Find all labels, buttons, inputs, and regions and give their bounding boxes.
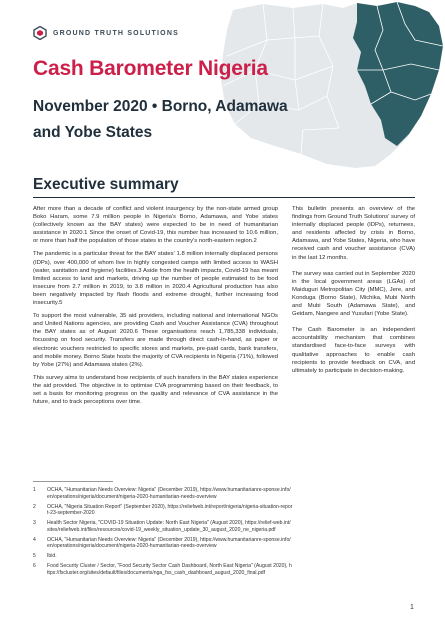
paragraph: The survey was carried out in September 2020 in the local government areas (LGAs) of Maiduguri Metropolitan City (MMC), Jere, and Konduga (Borno State), Michika, Mubi North and Mubi South (Adamawa State), and Geidam, Nangere and Yusufari (Yobe State). [292,270,415,318]
footnote [33,520,293,533]
footnote [33,487,293,500]
left-column [33,205,278,411]
footnote-number: 6 [33,563,36,569]
footnote-text: OCHA, "Humanitarian Needs Overview: Nigeria" (December 2019), https://www.humanitarianre-sponse.info/en/operations/nigeria/document/nigeria-2020-humanitarian-needs-overview [47,487,291,500]
paragraph: This bulletin presents an overview of the findings from Ground Truth Solutions' survey of internally displaced people (IDPs), returnees, and residents affected by crisis in Borno, Adamawa, and Yobe States, Nigeria, who have received cash and voucher assistance (CVA) in the last 12 months. [292,206,415,261]
footnote-number: 2 [33,503,36,510]
logo [33,26,179,40]
section-divider [33,197,415,198]
right-column [292,205,415,383]
footnote-divider [33,481,113,482]
footnote [33,537,293,550]
footnotes [33,487,293,580]
footnote-number: 3 [33,520,36,526]
document-subtitle: November 2020 • Borno, Adamawa and Yobe States [33,98,288,141]
footnote-number: 1 [33,487,36,493]
paragraph: The Cash Barometer is an independent accountability mechanism that combines standardised face-to-face surveys with qualitative approaches to enable cash recipients to provide feedback on CVA, and ultimately to participate in decision-making. [292,327,415,374]
paragraph: To support the most vulnerable, 35 aid providers, including national and international NGOs and United Nations agencies, are providing Cash and Voucher Assistance (CVA) throughout the BAY states as of August 2020.6 These organisations reach 1,785,338 individuals, focussing on food security. Transfers are made through direct cash-in-hand, as paper or electronic vouchers restricted to specific stores and markets, pre-paid cards, bank transfers, and mobile money. Borno State hosts the majority of CVA recipients in Nigeria (71%), followed by Yobe (27%) and Adamawa states (2%). [33,313,279,368]
footnote-number: 5 [33,553,36,559]
footnote-number: 4 [33,536,36,543]
paragraph: The pandemic is a particular threat for the BAY states' 1.8 million internally displaced persons (IDPs), over 400,000 of whom live in highly congested camps with limited access to WASH (water, sanitation and hygiene) facilities.3 Aside from the health impacts, Covid-19 has meant limited access to land and markets, driving up the number of people estimated to be food insecure from 2.7 million in 2019, to 3.8 million in 2020.4 Agricultural production has also been negatively impacted by flash floods and extreme drought, further increasing food insecurity.5 [33,251,278,307]
footnote [33,563,293,576]
paragraph: This survey aims to understand how recipients of such transfers in the BAY states experience the aid provided. The objective is to optimise CVA programming based on their feedback, to set a basis for monitoring progress on the quality and relevance of CVA assistance in the future, and to track perceptions over time. [33,374,278,406]
footnote-text: Health Sector Nigeria, "COVID-19 Situation Update: North East Nigeria" (August 2020), https://relief-web.int/sites/reliefweb.int/files/resources/covid-19_weekly_situation_update_30_august_2020_ne_nigeria.pdf [47,520,291,533]
page-number: 1 [410,604,414,611]
document-title: Cash Barometer Nigeria [33,57,268,80]
footnote-text: Ibid. [47,553,57,559]
footnote-text: OCHA, "Humanitarian Needs Overview: Nigeria" (December 2019), https://www.humanitarianre-sponse.info/en/operations/nigeria/document/nigeria-2020-humanitarian-needs-overview [47,536,291,549]
paragraph: After more than a decade of conflict and violent insurgency by the non-state armed group Boko Haram, some 7.9 million people in Nigeria's Borno, Adamawa, and Yobe states (collectively known as the BAY states) were expected to be in need of humanitarian assistance in 2020.1 Since the onset of Covid-19, this number has increased to 10.6 million, or more than half the population of those states in the country's north-eastern region.2 [33,206,278,245]
footnote-text: OCHA, "Nigeria Situation Report" (September 2020), https://reliefweb.int/report/nigeria/nigeria-situation-report-23-september-2020 [47,503,293,516]
footnote [33,504,293,517]
footnote [33,553,293,560]
footnote-text: Food Security Cluster / Sector, "Food Security Sector Cash Dashboard, North East Nigeria" (August 2020), https://fscluster.org/sites/default/files/documents/nga_fss_cash_dashboard_august_2020_final.pdf [47,563,292,576]
ground-truth-logo-icon [33,26,47,40]
logo-text: GROUND TRUTH SOLUTIONS [53,29,179,37]
section-heading: Executive summary [33,176,179,193]
